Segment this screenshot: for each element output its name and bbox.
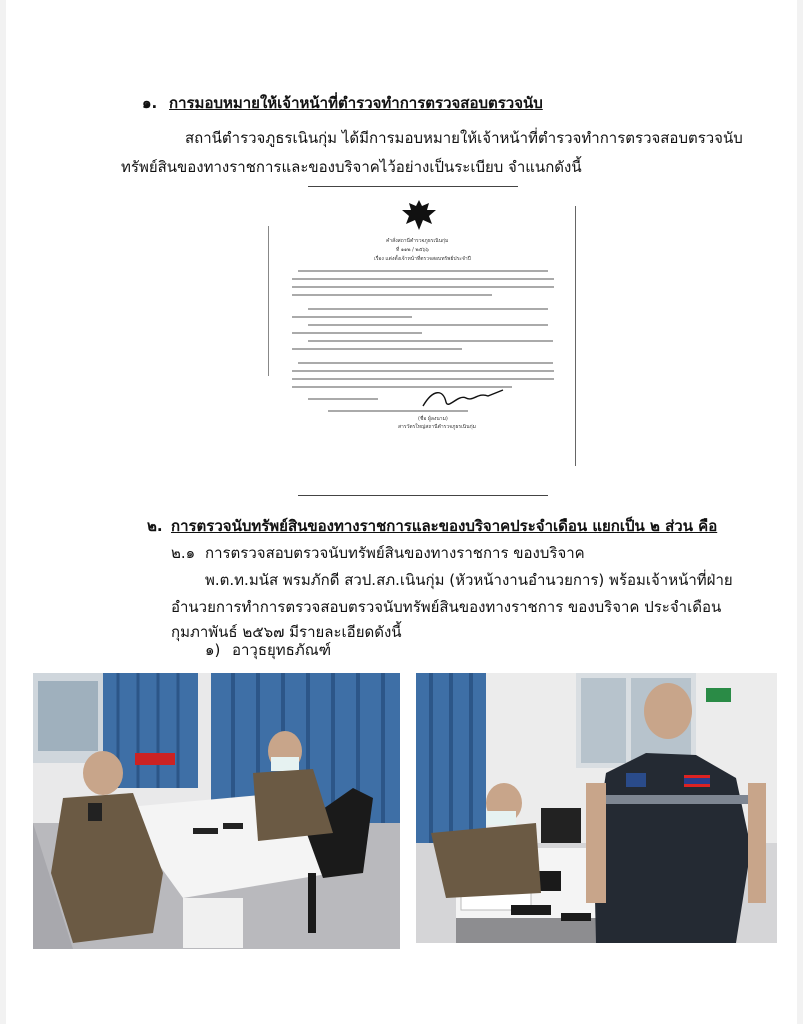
doc-signer-name: (ชื่อ ผู้ลงนาม) xyxy=(418,416,448,422)
garuda-emblem-icon xyxy=(399,198,439,232)
section2-sub-heading: การตรวจสอบตรวจนับทรัพย์สินของทางราชการ ของบริจาค xyxy=(205,544,585,562)
section2-para-line3: กุมภาพันธ์ ๒๕๖๗ มีรายละเอียดดังนี้ xyxy=(171,623,402,641)
photo-officers-inspecting-firearms xyxy=(33,673,400,949)
section1-heading: การมอบหมายให้เจ้าหน้าที่ตำรวจทำการตรวจสอบตรวจนับ xyxy=(169,94,543,112)
doc-number: ที่ ๑๑๒ / ๒๕๖๖ xyxy=(396,247,429,253)
section1-para-line1: สถานีตำรวจภูธรเนินกุ่ม ได้มีการมอบหมายให้เจ้าหน้าที่ตำรวจทำการตรวจสอบตรวจนับ xyxy=(185,129,743,147)
section2-number: ๒. xyxy=(147,517,163,535)
doc-header: คำสั่งสถานีตำรวจภูธรเนินกุ่ม xyxy=(386,238,449,244)
signature-mark xyxy=(418,384,508,414)
section2-para-line1: พ.ต.ท.มนัส พรมภักดี สวป.สภ.เนินกุ่ม (หัวหน้างานอำนวยการ) พร้อมเจ้าหน้าที่ฝ่าย xyxy=(205,571,733,589)
doc-signer-title: สารวัตรใหญ่สถานีตำรวจภูธรเนินกุ่ม xyxy=(398,424,476,430)
item1-label: อาวุธยุทธภัณฑ์ xyxy=(232,641,332,659)
section2-para-line2: อำนวยการทำการตรวจสอบตรวจนับทรัพย์สินของทางราชการ ของบริจาค ประจำเดือน xyxy=(171,598,722,616)
section1-para-line2: ทรัพย์สินของทางราชการและของบริจาคไว้อย่างเป็นระเบียบ จำแนกดังนี้ xyxy=(121,158,582,176)
item1-number: ๑) xyxy=(205,641,221,659)
section2-sub-number: ๒.๑ xyxy=(171,544,196,562)
doc-subject: เรื่อง แต่งตั้งเจ้าหน้าที่ตรวจสอบทรัพย์ประจำปี xyxy=(374,256,471,262)
section2-heading: การตรวจนับทรัพย์สินของทางราชการและของบริจาคประจำเดือน แยกเป็น ๒ ส่วน คือ xyxy=(171,517,718,535)
photo-officer-standing-with-firearms xyxy=(416,673,777,943)
document-page xyxy=(6,0,797,1024)
section1-number: ๑. xyxy=(142,94,158,112)
order-document-image xyxy=(268,186,576,496)
